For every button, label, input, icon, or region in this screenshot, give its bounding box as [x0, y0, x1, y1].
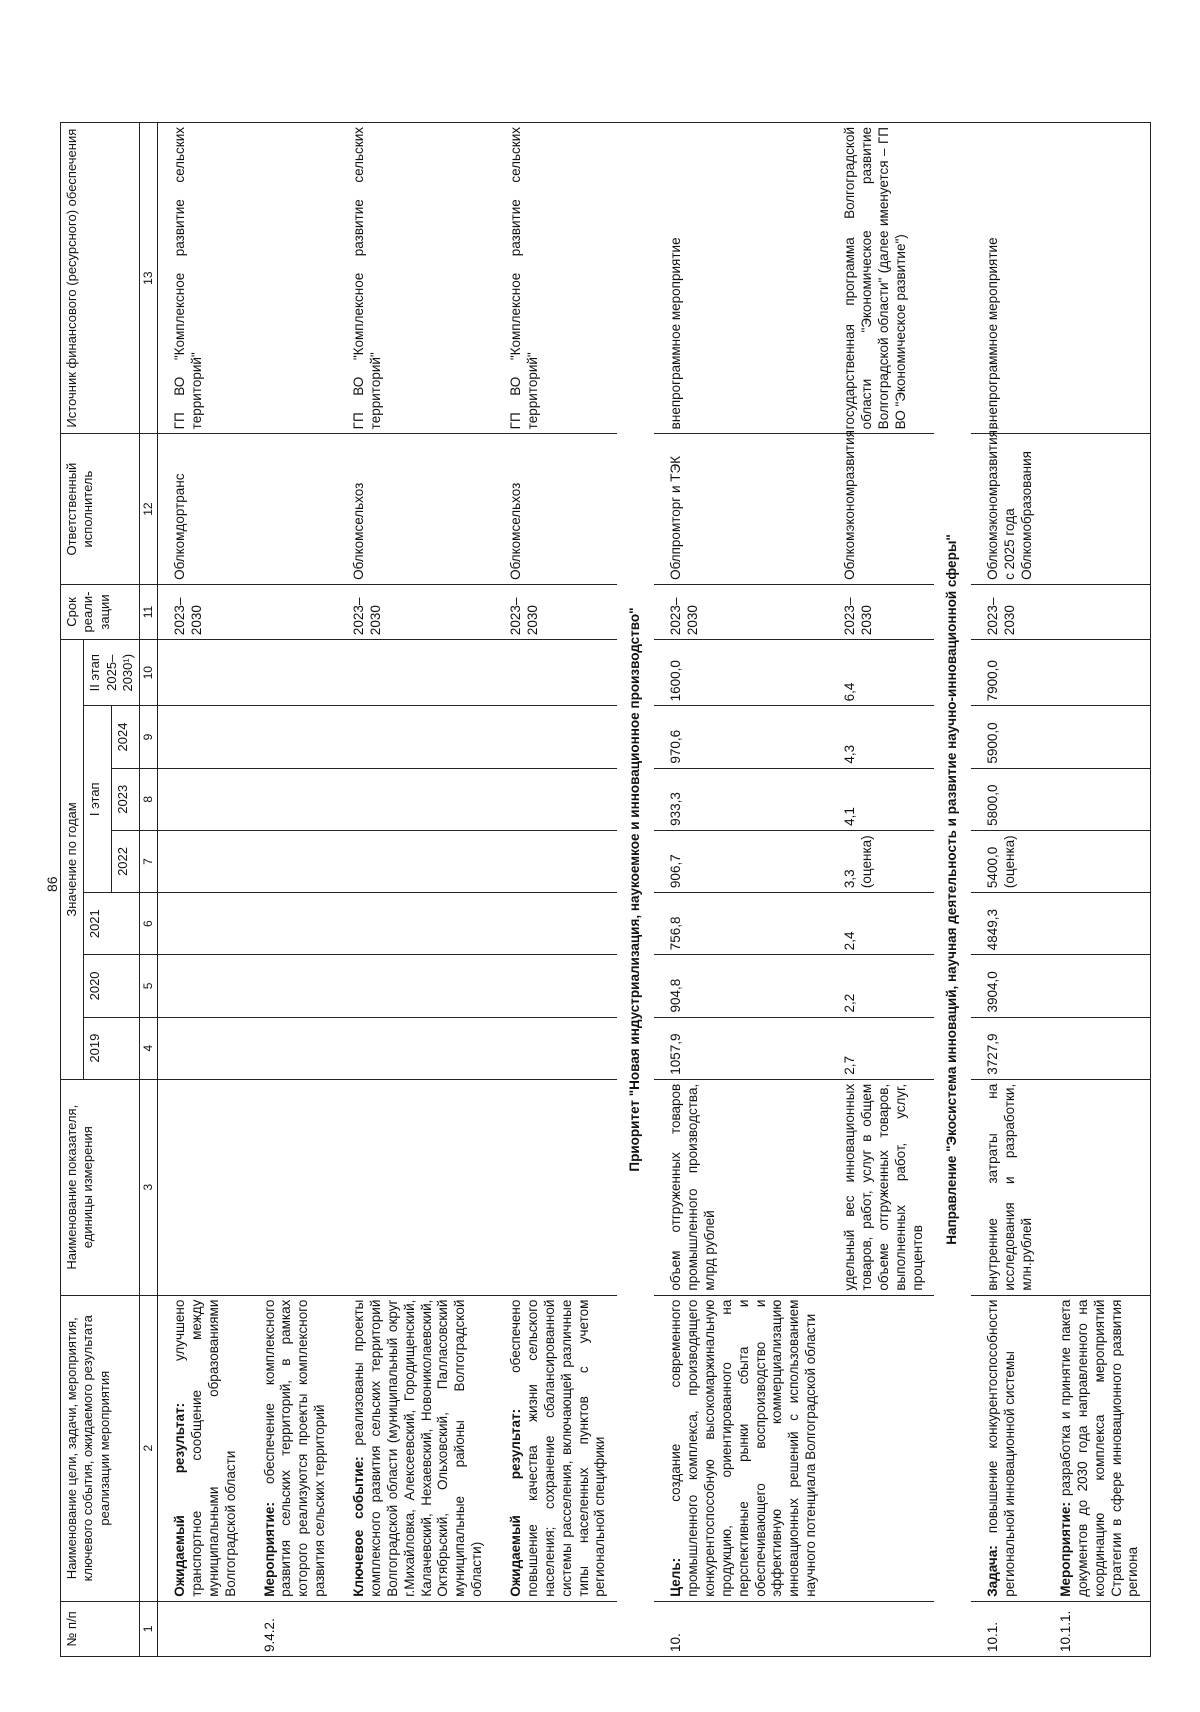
header-num: № п/п — [61, 1601, 140, 1656]
page-number: 86 — [44, 876, 60, 892]
row-v2021 — [494, 893, 617, 955]
row-v2020: 2,2 — [828, 955, 934, 1017]
row-v2021: 2,4 — [828, 893, 934, 955]
row-num — [494, 1601, 617, 1656]
direction-heading: Направление "Экосистема инноваций, научная деятельность и развитие научно-инновационной сферы" — [934, 123, 971, 1657]
row-indicator — [1044, 1079, 1151, 1295]
table-body — [158, 123, 1151, 1657]
row-num — [337, 1601, 494, 1656]
row-v2020 — [248, 955, 338, 1017]
header-stage-2: II этап 2025–2030¹) — [84, 640, 140, 706]
header-year-2023: 2023 — [112, 768, 140, 830]
row-v2024: 4,3 — [828, 706, 934, 768]
priority-band — [617, 123, 654, 1657]
row-label: Мероприятие: — [1057, 1502, 1073, 1597]
col-number: 4 — [140, 1017, 158, 1079]
header-year-2021: 2021 — [84, 893, 140, 955]
row-responsible: Облкомсельхоз — [337, 434, 494, 585]
row-v2023 — [158, 768, 248, 830]
row-v2022 — [1044, 830, 1151, 892]
row-label: Мероприятие: — [261, 1502, 277, 1597]
row-event — [1044, 1295, 1151, 1601]
row-v2024: 970,6 — [654, 706, 828, 768]
row-v2019 — [1044, 1017, 1151, 1079]
row-source: ГП ВО "Комплексное развитие сельских территорий" — [494, 123, 617, 434]
col-number: 5 — [140, 955, 158, 1017]
row-v2023: 933,3 — [654, 768, 828, 830]
header-year-2024: 2024 — [112, 706, 140, 768]
row-num: 9.4.2. — [248, 1601, 338, 1656]
row-responsible: Облкомдортранс — [158, 434, 248, 585]
row-event — [248, 1295, 338, 1601]
row-text: обеспечено повышение качества жизни сельского населения; сохранение сбалансированной системы расселения, включающей различные типы населенных пунктов с учетом региональной специфики — [508, 1299, 608, 1597]
row-v2022 — [494, 830, 617, 892]
col-number: 6 — [140, 893, 158, 955]
row-term: 2023–2030 — [337, 584, 494, 639]
row-source: государственная программа Волгоградской области "Экономическое развитие Волгоградской области" (далее именуется – ГП ВО "Экономическое развитие") — [828, 123, 934, 434]
table-row — [654, 123, 828, 1657]
row-num: 10. — [654, 1601, 828, 1656]
row-text: реализованы проекты комплексного развития сельских территорий Волгоградской области (муниципальный округ г.Михайловка, Алексеевский, Городищенский, Калачевский, Нехаевский, Новониколаевский, Октябрьский, Ольховский, Палласовский муниципальные районы Волгоградской области) — [351, 1299, 485, 1597]
header-year-2022: 2022 — [112, 830, 140, 892]
row-v2022: 3,3 (оценка) — [828, 830, 934, 892]
row-v2024 — [248, 706, 338, 768]
row-v2022 — [337, 830, 494, 892]
row-term: 2023–2030 — [654, 584, 828, 639]
direction-band — [934, 123, 971, 1657]
row-source: ГП ВО "Комплексное развитие сельских территорий" — [337, 123, 494, 434]
row-responsible — [248, 434, 338, 585]
row-v2021: 4849,3 — [971, 893, 1044, 955]
row-text: улучшено транспортное сообщение между муниципальными образованиями Волгоградской области — [172, 1299, 238, 1597]
row-term: 2023–2030 — [494, 584, 617, 639]
row-v2024: 5900,0 — [971, 706, 1044, 768]
row-v2021 — [248, 893, 338, 955]
row-source — [248, 123, 338, 434]
priority-heading: Приоритет "Новая индустриализация, наукоемкое и инновационное производство" — [617, 123, 654, 1657]
row-v2020: 904,8 — [654, 955, 828, 1017]
row-term — [248, 584, 338, 639]
header-stage-1: I этап — [84, 706, 112, 893]
row-indicator — [337, 1079, 494, 1295]
row-v2021 — [337, 893, 494, 955]
col-number: 9 — [140, 706, 158, 768]
header-term: Срок реали-зации — [61, 584, 140, 639]
table-row — [1044, 123, 1151, 1657]
row-indicator: внутренние затраты на исследования и разработки, млн.рублей — [971, 1079, 1044, 1295]
col-number: 2 — [140, 1295, 158, 1601]
row-label: Ожидаемый результат: — [172, 1402, 187, 1597]
row-label: Задача: — [985, 1545, 1001, 1597]
row-v2022 — [158, 830, 248, 892]
row-event — [971, 1295, 1044, 1601]
table-row — [971, 123, 1044, 1657]
col-number: 7 — [140, 830, 158, 892]
col-number: 8 — [140, 768, 158, 830]
row-indicator — [494, 1079, 617, 1295]
row-num — [828, 1601, 934, 1656]
row-term: 2023–2030 — [971, 584, 1044, 639]
row-indicator: объем отгруженных товаров промышленного производства, млрд рублей — [654, 1079, 828, 1295]
row-event — [828, 1295, 934, 1601]
row-v2024 — [494, 706, 617, 768]
row-text: разработка и принятие пакета документов до 2030 года направленного на координацию комплекса мероприятий Стратегии в сфере инновационного развития региона — [1057, 1299, 1141, 1597]
header-values-by-year: Значение по годам — [61, 640, 84, 1080]
header-responsible: Ответственный исполнитель — [61, 434, 140, 585]
row-indicator — [158, 1079, 248, 1295]
row-term: 2023–2030 — [828, 584, 934, 639]
row-v2021 — [1044, 893, 1151, 955]
col-number: 11 — [140, 584, 158, 639]
row-event — [654, 1295, 828, 1601]
row-source: ГП ВО "Комплексное развитие сельских территорий" — [158, 123, 248, 434]
header-year-2019: 2019 — [84, 1017, 140, 1079]
row-v2019 — [494, 1017, 617, 1079]
row-source — [1044, 123, 1151, 434]
row-v2023: 5800,0 — [971, 768, 1044, 830]
row-v2024 — [1044, 706, 1151, 768]
row-v2019: 1057,9 — [654, 1017, 828, 1079]
row-v2019 — [337, 1017, 494, 1079]
row-v2019: 2,7 — [828, 1017, 934, 1079]
row-v2023: 4,1 — [828, 768, 934, 830]
row-text: обеспечение комплексного развития сельских территорий, в рамках которого реализуются проекты комплексного развития сельских территорий — [261, 1299, 328, 1597]
row-num: 10.1.1. — [1044, 1601, 1151, 1656]
row-v-stage2 — [248, 640, 338, 706]
row-responsible: Облкомэкономразвития — [828, 434, 934, 585]
row-v-stage2 — [337, 640, 494, 706]
row-v-stage2: 1600,0 — [654, 640, 828, 706]
col-number: 10 — [140, 640, 158, 706]
row-term: 2023–2030 — [158, 584, 248, 639]
header-indicator: Наименование показателя, единицы измерения — [61, 1079, 140, 1295]
row-v2023 — [337, 768, 494, 830]
header-event-name: Наименование цели, задачи, мероприятия, ключевого события, ожидаемого результата реализации мероприятия — [61, 1295, 140, 1601]
row-v2019 — [248, 1017, 338, 1079]
row-source: внепрограммное мероприятие — [971, 123, 1044, 434]
row-label: Ключевое событие: — [351, 1456, 366, 1597]
row-v2023 — [494, 768, 617, 830]
row-responsible: Облкомсельхоз — [494, 434, 617, 585]
col-number: 13 — [140, 123, 158, 434]
row-v2023 — [248, 768, 338, 830]
row-responsible: Облпромторг и ТЭК — [654, 434, 828, 585]
row-event — [337, 1295, 494, 1601]
row-v2022 — [248, 830, 338, 892]
table-header — [61, 123, 158, 1657]
row-num — [158, 1601, 248, 1656]
header-source: Источник финансового (ресурсного) обеспечения — [61, 123, 140, 434]
row-v2024 — [158, 706, 248, 768]
row-v-stage2 — [158, 640, 248, 706]
row-event — [158, 1295, 248, 1601]
row-v2020: 3904,0 — [971, 955, 1044, 1017]
row-v2022: 5400,0 (оценка) — [971, 830, 1044, 892]
row-source: внепрограммное мероприятие — [654, 123, 828, 434]
row-responsible — [1044, 434, 1151, 585]
row-v2022: 906,7 — [654, 830, 828, 892]
row-v-stage2 — [494, 640, 617, 706]
row-v2023 — [1044, 768, 1151, 830]
table-row — [248, 123, 338, 1657]
row-v-stage2: 6,4 — [828, 640, 934, 706]
row-v2021: 756,8 — [654, 893, 828, 955]
row-label: Ожидаемый результат: — [508, 1408, 523, 1597]
table-row — [337, 123, 494, 1657]
row-indicator: удельный вес инновационных товаров, работ, услуг в общем объеме отгруженных товаров, выполненных работ, услуг, процентов — [828, 1079, 934, 1295]
row-v2021 — [158, 893, 248, 955]
row-num: 10.1. — [971, 1601, 1044, 1656]
col-number: 1 — [140, 1601, 158, 1656]
header-year-2020: 2020 — [84, 955, 140, 1017]
row-v2024 — [337, 706, 494, 768]
row-responsible: Облкомэкономразвития, с 2025 года Облкомобразования — [971, 434, 1044, 585]
row-v2020 — [158, 955, 248, 1017]
col-number: 12 — [140, 434, 158, 585]
row-v-stage2 — [1044, 640, 1151, 706]
row-event — [494, 1295, 617, 1601]
table-row — [494, 123, 617, 1657]
row-v-stage2: 7900,0 — [971, 640, 1044, 706]
row-text: создание современного промышленного комплекса, производящего конкурентоспособную высокомаржинальную продукцию, ориентированного на перспективные рынки сбыта и обеспечивающего воспроизводство и эффективную коммерциализацию инновационных решений с использованием научного потенциала Волгоградской области — [668, 1299, 819, 1597]
table-row — [828, 123, 934, 1657]
col-number: 3 — [140, 1079, 158, 1295]
table-row — [158, 123, 248, 1657]
row-v2020 — [337, 955, 494, 1017]
row-text: повышение конкурентоспособности региональной инновационной системы — [985, 1299, 1018, 1597]
row-v2019: 3727,9 — [971, 1017, 1044, 1079]
row-term — [1044, 584, 1151, 639]
column-number-row — [140, 123, 158, 1657]
row-v2020 — [494, 955, 617, 1017]
row-v2020 — [1044, 955, 1151, 1017]
row-indicator — [248, 1079, 338, 1295]
row-v2019 — [158, 1017, 248, 1079]
measures-table — [60, 122, 1151, 1657]
row-label: Цель: — [668, 1557, 684, 1597]
